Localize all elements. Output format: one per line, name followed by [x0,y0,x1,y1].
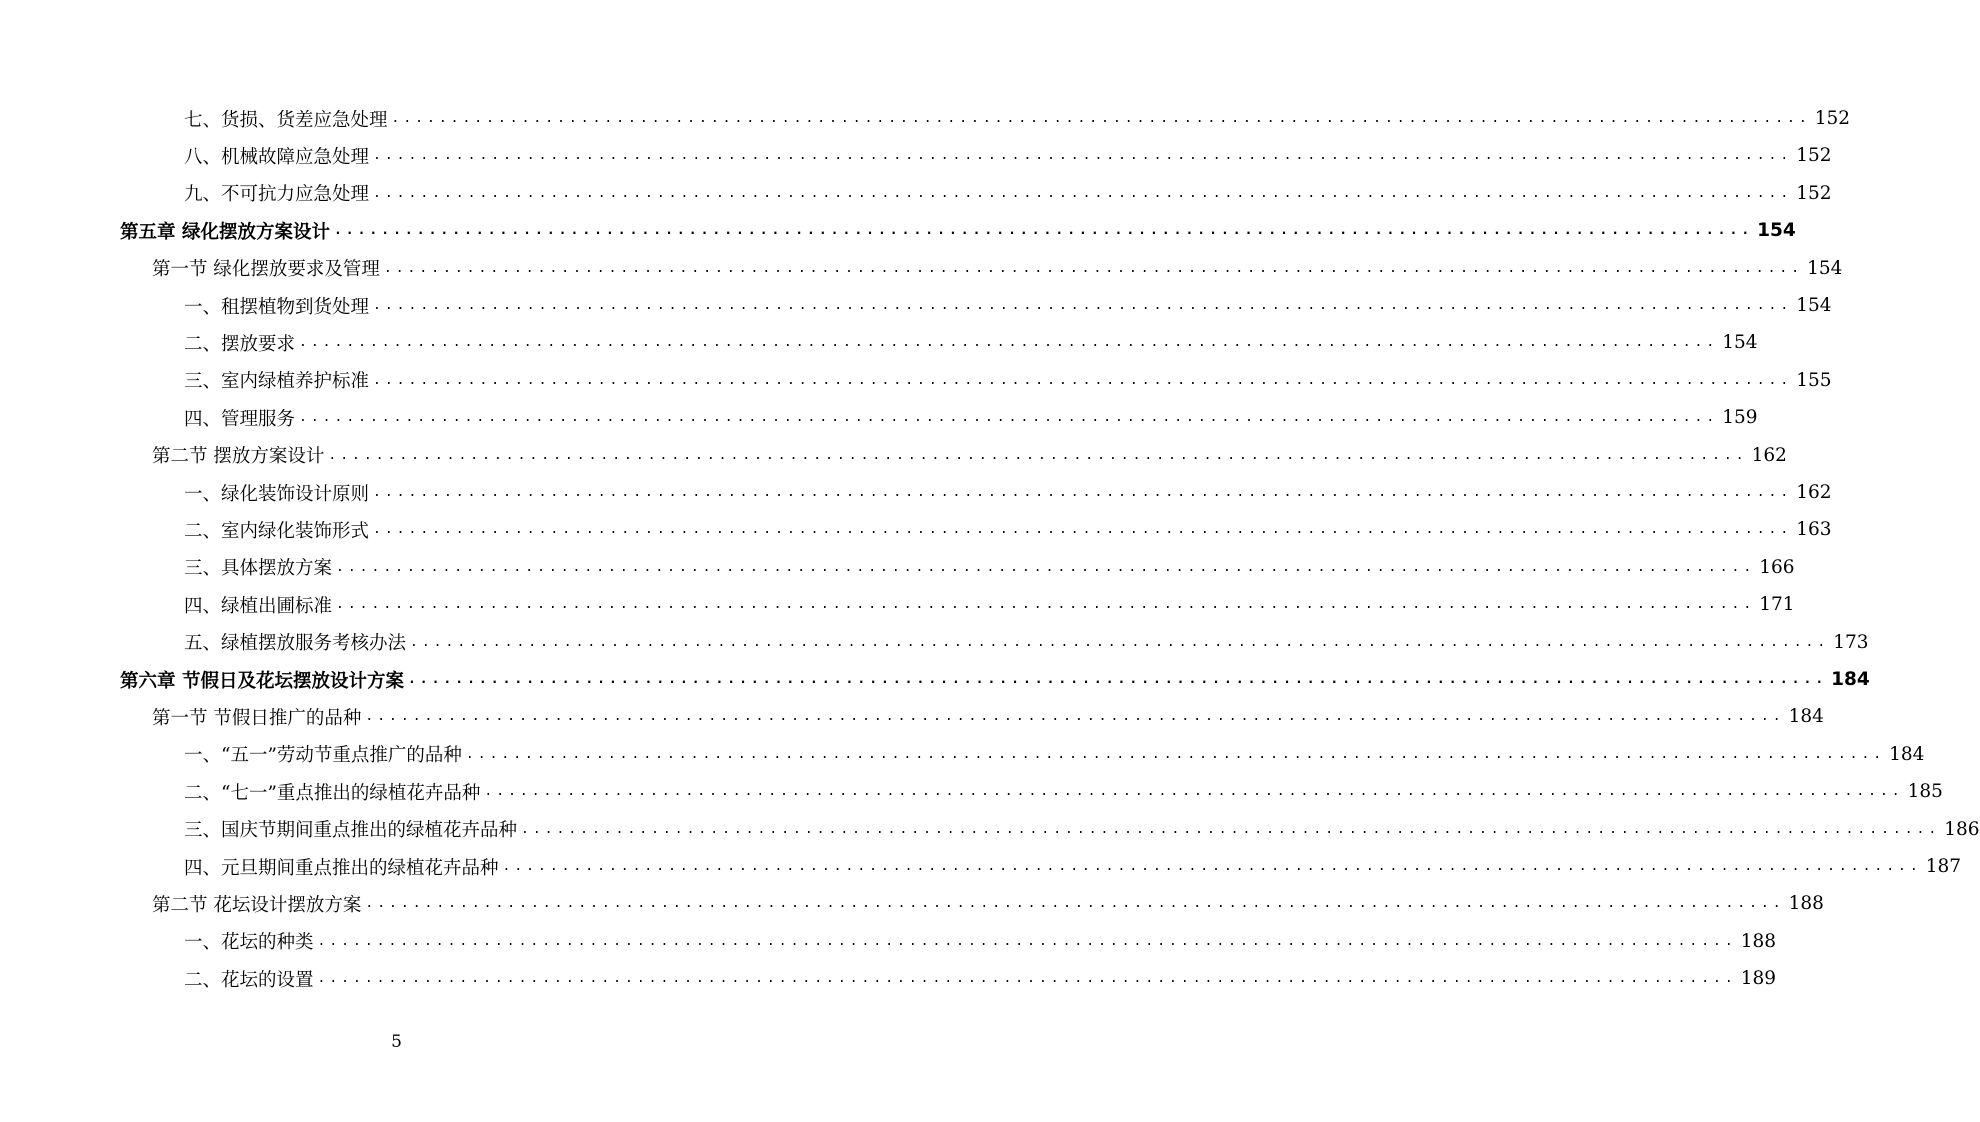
toc-title: 二、室内绿化装饰形式 [184,520,370,542]
toc-page: 154 [1796,295,1832,316]
toc-item [184,100,1851,137]
toc-leader-dots: ........................................................................................................................ [373,522,1793,538]
toc-leader-dots: ........................................................................................................................ [383,260,1804,276]
toc-leader-dots: ........................................................................................................................ [299,410,1719,426]
toc-page: 163 [1796,519,1832,541]
toc-title: 五、绿植摆放服务考核办法 [184,633,407,655]
toc-title: 第一节 绿化摆放要求及管理 [152,259,380,281]
toc-title: 三、具体摆放方案 [184,558,333,580]
toc-title: 四、绿植出圃标准 [184,595,333,617]
toc-page: 152 [1796,182,1832,204]
toc-page: 162 [1751,444,1787,466]
toc-section [152,885,1824,922]
toc-leader-dots: ........................................................................................................................ [373,298,1793,313]
toc-item [184,586,1795,623]
toc-title: 七、货损、货差应急处理 [184,109,388,131]
toc-leader-dots: ........................................................................................................................ [373,185,1793,201]
page-number: 5 [391,1032,402,1052]
toc-title: 第二节 花坛设计摆放方案 [152,894,362,916]
toc-leader-dots: ........................................................................................................................ [373,485,1793,500]
toc-page: 188 [1740,930,1777,952]
toc-leader-dots: ........................................................................................................................ [333,223,1754,239]
toc-leader-dots: ........................................................................................................................ [484,784,1904,800]
toc-item [184,137,1832,174]
toc-item [184,175,1832,212]
toc-leader-dots: ........................................................................................................................ [410,634,1830,650]
toc-page: 152 [1796,145,1832,167]
toc-title: 八、机械故障应急处理 [184,146,370,168]
toc-leader-dots: ........................................................................................................................ [317,933,1737,949]
toc-page: 186 [1944,818,1980,840]
toc-page: 154 [1722,332,1758,354]
toc-leader-dots: ........................................................................................................................ [328,447,1748,463]
toc-item [184,549,1795,586]
toc-title: 二、“七一”重点推出的绿植花卉品种 [184,782,481,804]
toc-page: 154 [1757,220,1796,242]
toc-page: 184 [1889,743,1925,765]
toc-page: 189 [1740,968,1777,990]
toc-leader-dots: ........................................................................................................................ [299,335,1719,351]
toc-page: 184 [1831,669,1870,690]
toc-item [184,848,1962,885]
toc-leader-dots: ........................................................................................................................ [521,821,1941,837]
toc-title: 四、管理服务 [184,408,296,430]
toc-item [184,923,1777,960]
toc-title: 一、租摆植物到货处理 [184,296,370,318]
toc-section [152,437,1787,474]
toc-title: 第二节 摆放方案设计 [152,446,325,468]
toc-leader-dots: ........................................................................................................................ [373,148,1793,164]
toc-title: 三、室内绿植养护标准 [184,371,370,393]
toc-leader-dots: ........................................................................................................................ [391,111,1811,126]
toc-item [184,474,1832,511]
toc-item [184,287,1832,324]
toc-section [152,250,1843,287]
toc-leader-dots: ........................................................................................................................ [365,896,1785,912]
toc-title: 三、国庆节期间重点推出的绿植花卉品种 [184,820,518,842]
toc-section [152,698,1824,735]
toc-title: 一、“五一”劳动节重点推广的品种 [184,745,462,767]
toc-title: 第一节 节假日推广的品种 [152,707,362,729]
toc-title: 一、花坛的种类 [184,932,314,954]
toc-title: 四、元旦期间重点推出的绿植花卉品种 [184,857,499,879]
toc-page: 171 [1759,594,1795,616]
toc-page: 155 [1796,369,1832,391]
toc-page: 187 [1925,856,1962,877]
toc-item [184,960,1777,997]
toc-page: 162 [1796,482,1832,503]
toc-title: 一、绿化装饰设计原则 [184,483,370,505]
toc-page: 184 [1788,706,1824,728]
toc-item [184,511,1832,548]
toc-item [184,324,1758,361]
toc-page: 159 [1722,407,1758,429]
toc-item [184,624,1869,661]
toc-page: 154 [1807,257,1843,279]
toc-title: 二、摆放要求 [184,333,296,355]
toc-page: 152 [1814,108,1851,129]
toc-page: 173 [1833,631,1869,653]
toc-leader-dots: ........................................................................................................................ [336,597,1756,613]
toc-item [184,399,1758,436]
toc-leader-dots: ........................................................................................................................ [336,559,1756,575]
toc-leader-dots: ........................................................................................................................ [373,372,1793,388]
toc-chapter [120,661,1870,698]
toc-page: 166 [1759,556,1795,578]
toc-item [184,362,1832,399]
toc-leader-dots: ........................................................................................................................ [502,859,1922,874]
toc-leader-dots: ........................................................................................................................ [407,672,1828,687]
toc-title: 第五章 绿化摆放方案设计 [120,221,330,243]
toc-leader-dots: ........................................................................................................................ [465,746,1886,762]
toc-item [184,773,1943,810]
toc-item [184,736,1925,773]
toc-leader-dots: ........................................................................................................................ [365,709,1785,725]
toc-title: 第六章 节假日及花坛摆放设计方案 [120,670,404,692]
toc-page: 185 [1907,781,1943,803]
toc-title: 九、不可抗力应急处理 [184,184,370,206]
toc-item [184,811,1980,848]
toc-title: 二、花坛的设置 [184,969,314,991]
toc-leader-dots: ........................................................................................................................ [317,971,1737,987]
toc-chapter [120,212,1796,249]
toc-page: 188 [1788,893,1824,915]
